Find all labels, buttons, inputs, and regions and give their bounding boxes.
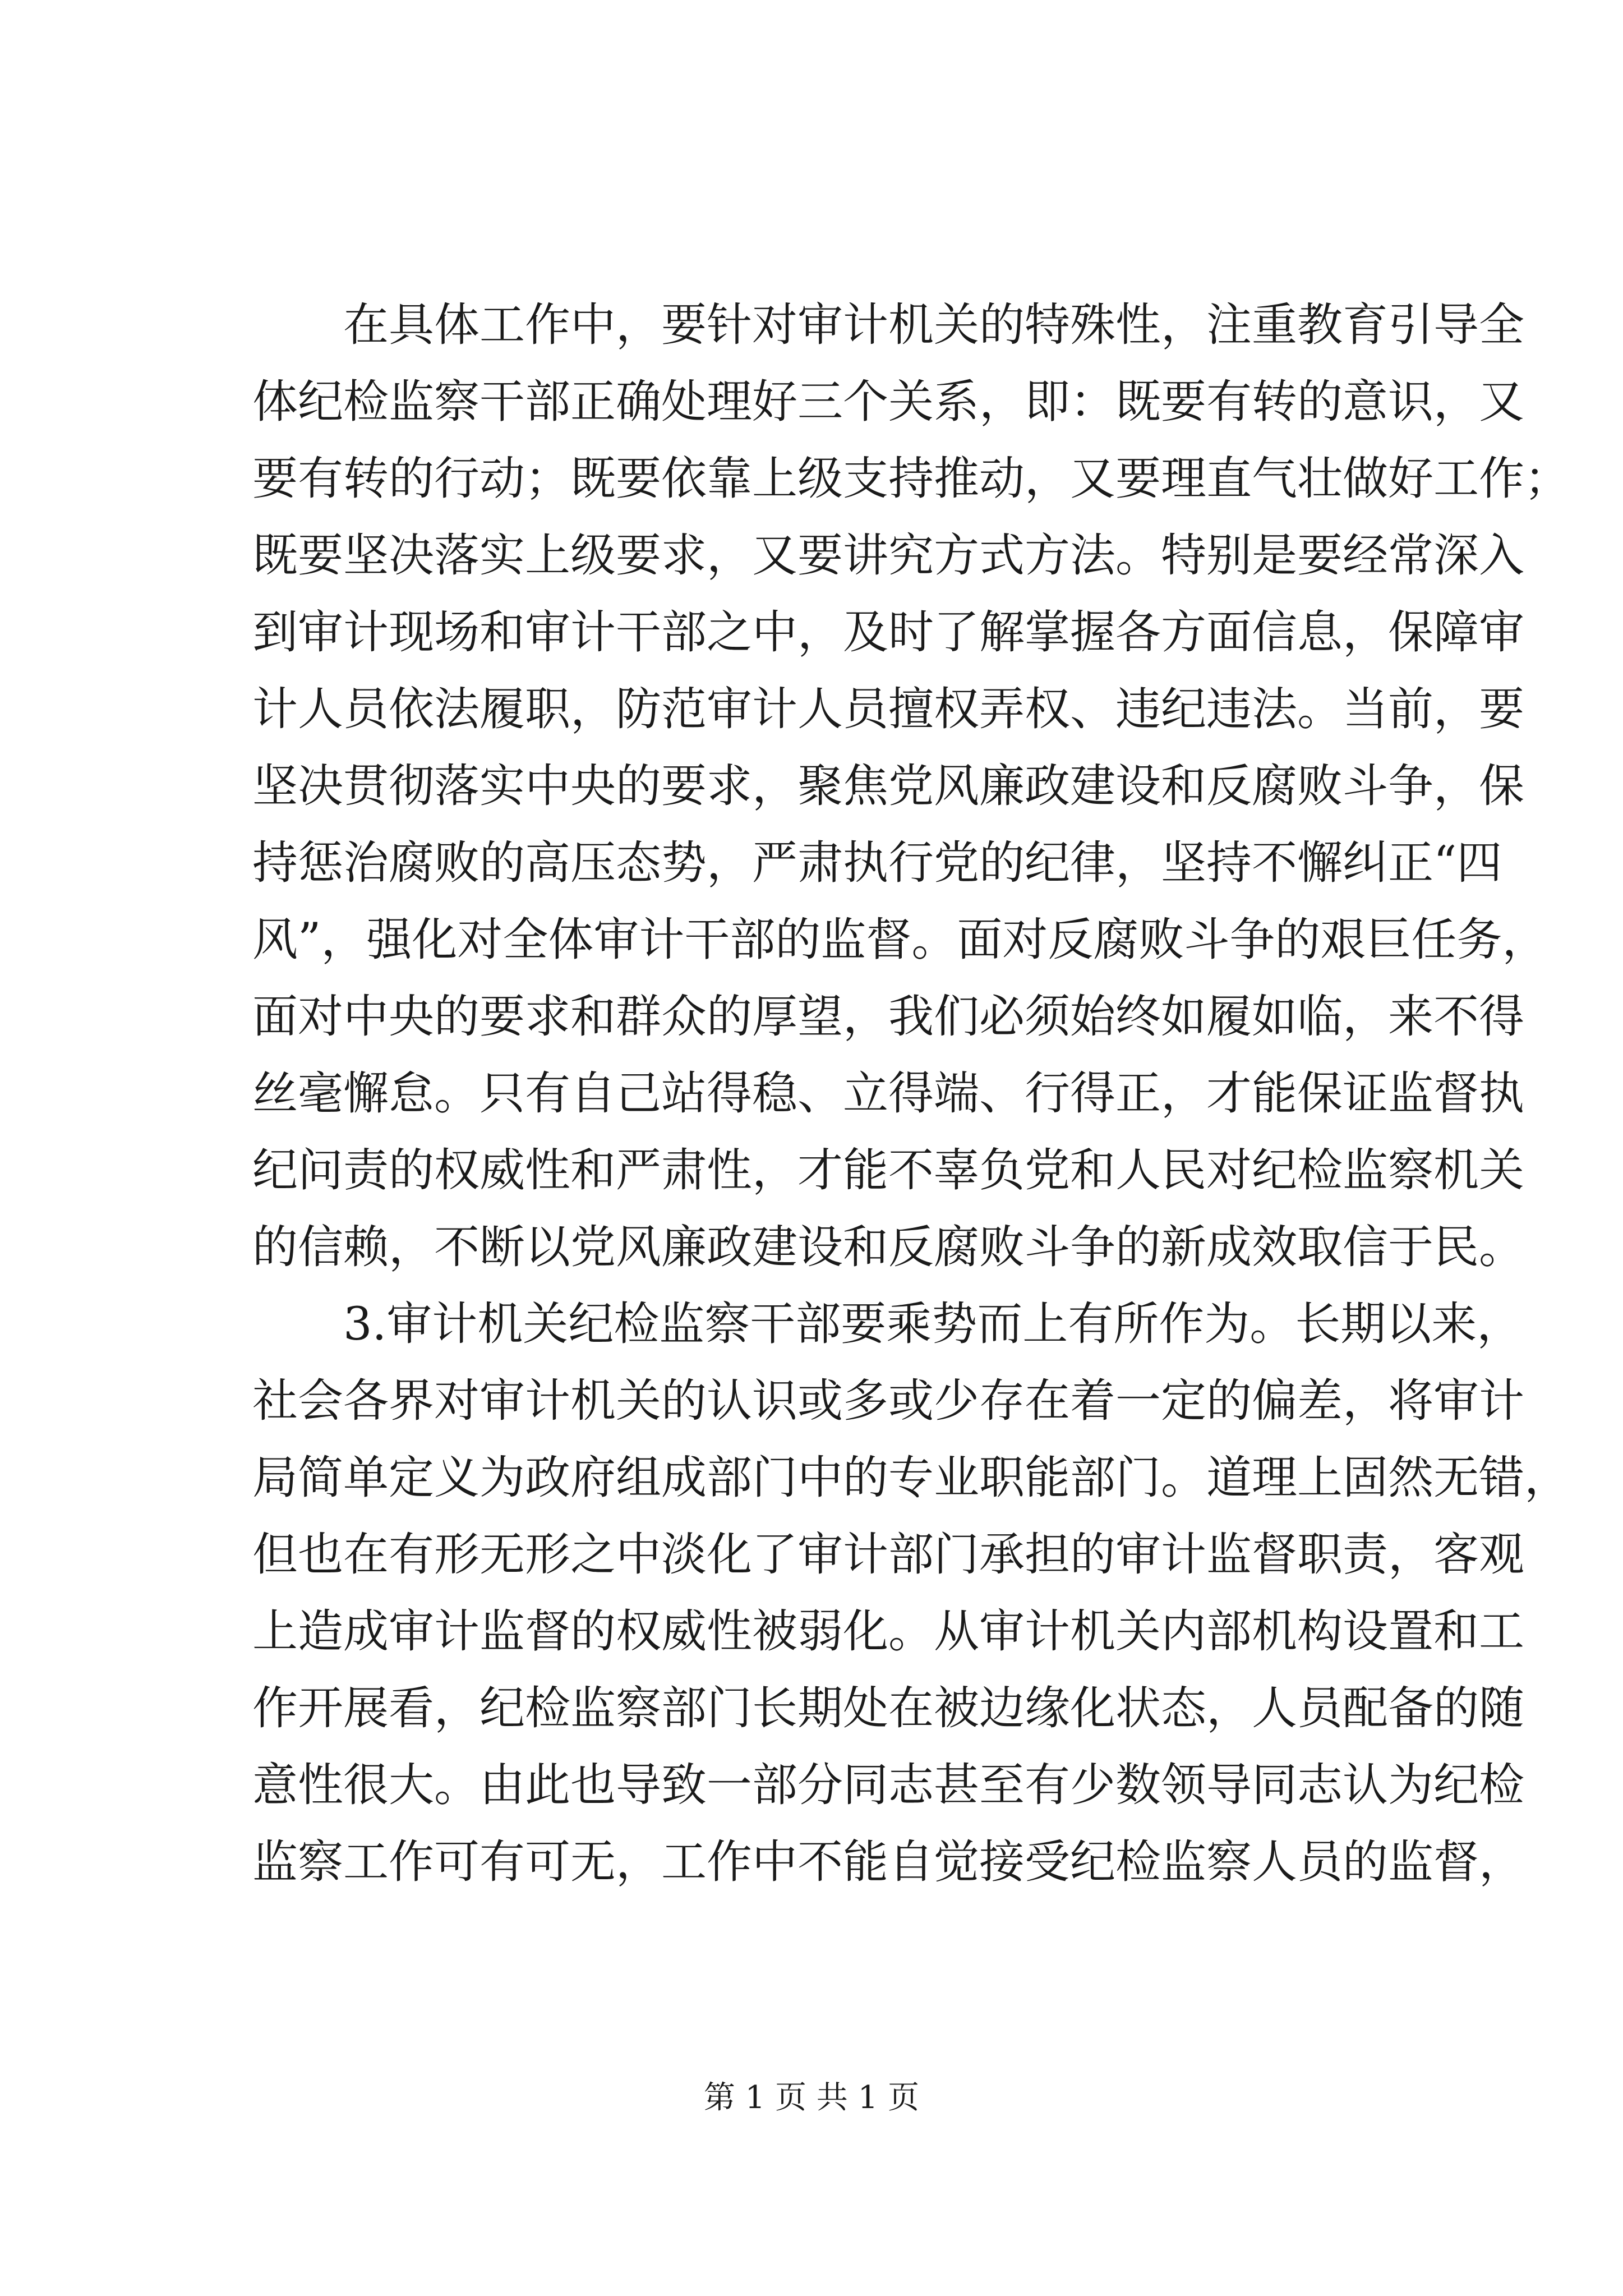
text-line: 纪问责的权威性和严肃性，才能不辜负党和人民对纪检监察机关	[252, 1144, 1525, 1197]
page-footer: 第 1 页 共 1 页	[703, 2079, 920, 2116]
text-line: 社会各界对审计机关的认识或多或少存在着一定的偏差，将审计	[252, 1375, 1525, 1428]
text-line: 既要坚决落实上级要求，又要讲究方式方法。特别是要经常深入	[252, 530, 1525, 582]
text-line: 监察工作可有可无，工作中不能自觉接受纪检监察人员的监督，	[252, 1836, 1525, 1889]
text-line: 在具体工作中，要针对审计机关的特殊性，注重教育引导全	[343, 299, 1525, 352]
text-line: 3.审计机关纪检监察干部要乘势而上有所作为。长期以来，	[343, 1298, 1523, 1351]
text-line: 丝毫懈怠。只有自己站得稳、立得端、行得正，才能保证监督执	[252, 1068, 1525, 1120]
text-line: 作开展看，纪检监察部门长期处在被边缘化状态，人员配备的随	[252, 1682, 1525, 1735]
text-line: 意性很大。由此也导致一部分同志甚至有少数领导同志认为纪检	[252, 1759, 1525, 1812]
text-line: 局简单定义为政府组成部门中的专业职能部门。道理上固然无错，	[252, 1452, 1570, 1504]
text-line: 风”，强化对全体审计干部的监督。面对反腐败斗争的艰巨任务，	[252, 914, 1548, 967]
text-line: 的信赖，不断以党风廉政建设和反腐败斗争的新成效取信于民。	[252, 1221, 1525, 1274]
text-line: 计人员依法履职，防范审计人员擅权弄权、违纪违法。当前，要	[252, 683, 1525, 736]
text-line: 上造成审计监督的权威性被弱化。从审计机关内部机构设置和工	[252, 1605, 1525, 1658]
text-line: 但也在有形无形之中淡化了审计部门承担的审计监督职责，客观	[252, 1529, 1525, 1581]
text-line: 体纪检监察干部正确处理好三个关系，即：既要有转的意识，又	[252, 376, 1525, 429]
text-line: 持惩治腐败的高压态势，严肃执行党的纪律，坚持不懈纠正“四	[252, 837, 1502, 890]
text-line: 面对中央的要求和群众的厚望，我们必须始终如履如临，来不得	[252, 991, 1525, 1043]
text-line: 要有转的行动；既要依靠上级支持推动，又要理直气壮做好工作；	[252, 453, 1570, 505]
text-line: 坚决贯彻落实中央的要求，聚焦党风廉政建设和反腐败斗争，保	[252, 760, 1525, 813]
text-line: 到审计现场和审计干部之中，及时了解掌握各方面信息，保障审	[252, 606, 1525, 659]
